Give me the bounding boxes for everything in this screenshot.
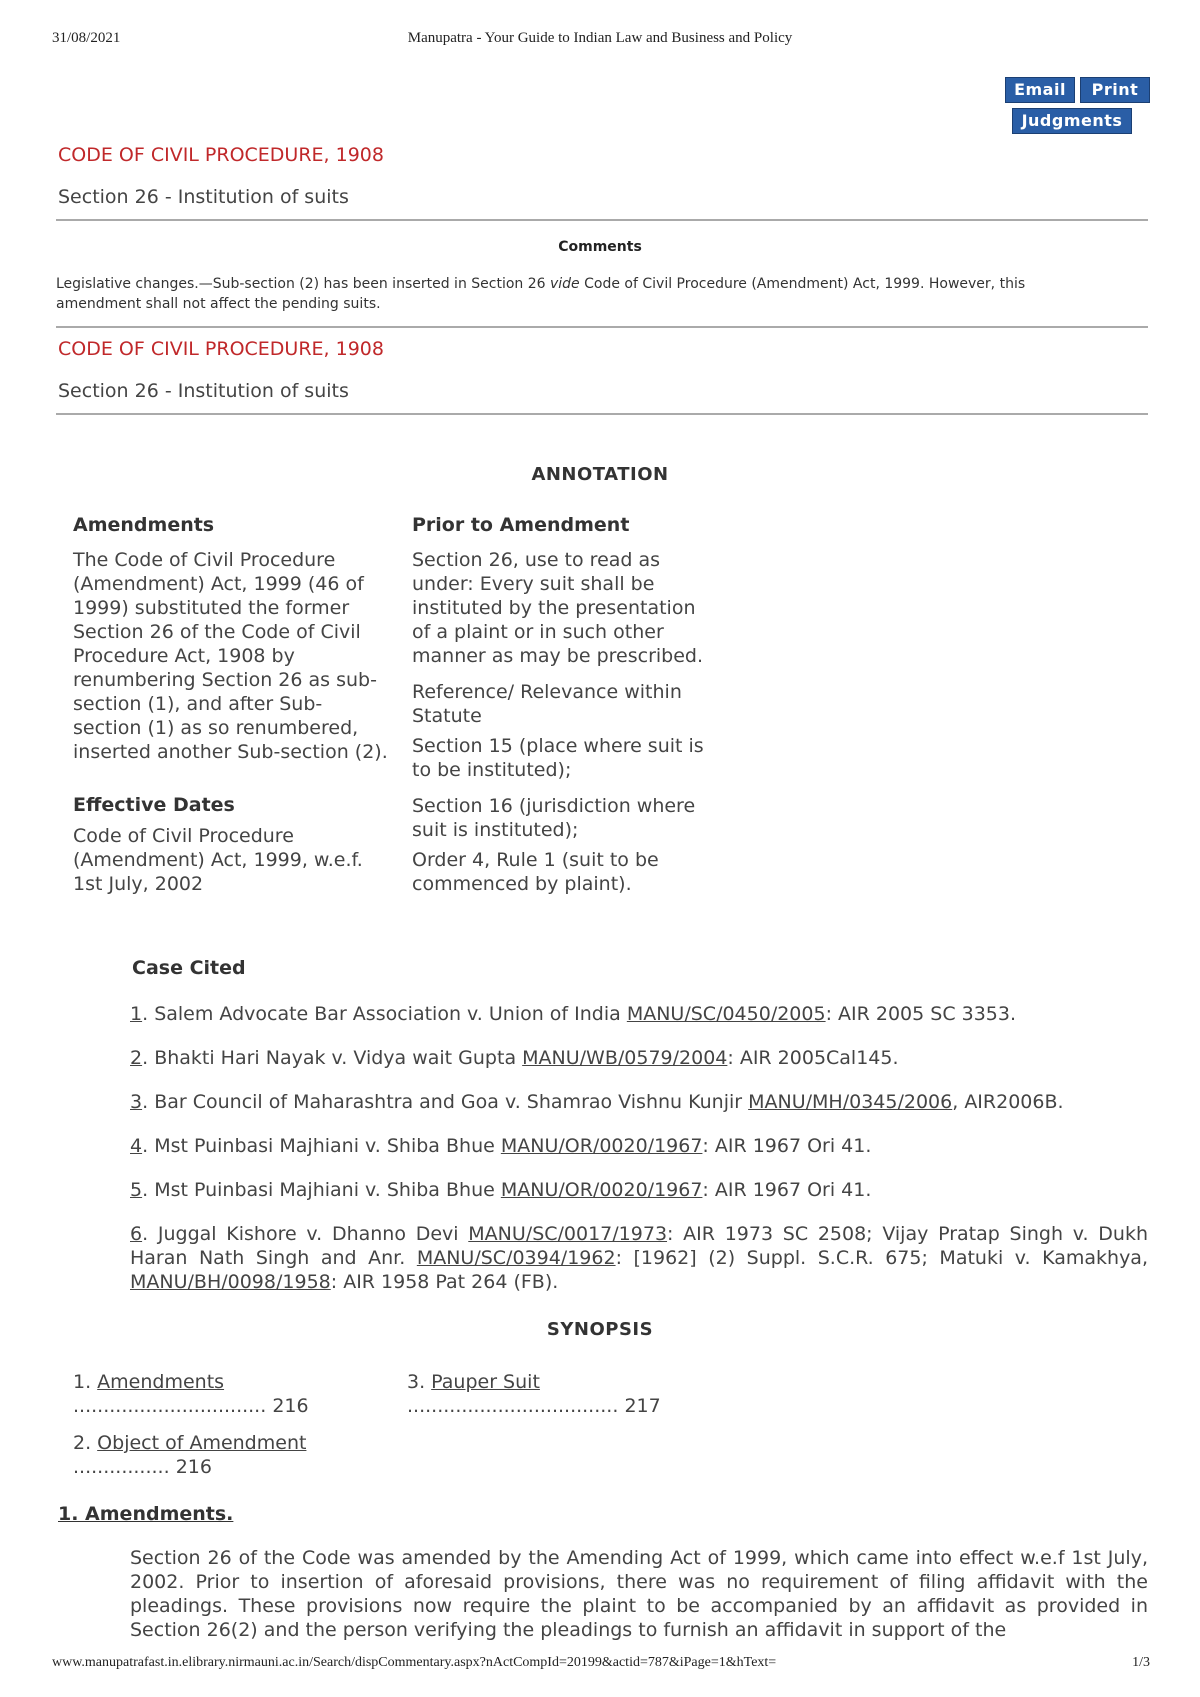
- act-title: CODE OF CIVIL PROCEDURE, 1908: [58, 144, 384, 166]
- section-heading-amendments: 1. Amendments.: [58, 1503, 234, 1525]
- divider: [56, 326, 1148, 328]
- amendments-column: [73, 514, 388, 896]
- divider: [56, 219, 1148, 221]
- case-number-link[interactable]: 1: [130, 1003, 143, 1025]
- synopsis-link-amendments[interactable]: Amendments: [97, 1371, 225, 1393]
- amendments-heading: Amendments: [73, 514, 215, 536]
- effective-dates-heading: Effective Dates: [73, 794, 235, 816]
- synopsis-heading: SYNOPSIS: [546, 1319, 654, 1340]
- section-title: Section 26 - Institution of suits: [58, 380, 349, 402]
- case-number-link[interactable]: 6: [130, 1223, 143, 1245]
- section-title: Section 26 - Institution of suits: [58, 186, 349, 208]
- footer-page-number: 1/3: [1132, 1655, 1150, 1670]
- synopsis-item: 2. Object of Amendment ................ 216: [73, 1432, 307, 1478]
- case-number-link[interactable]: 2: [130, 1047, 143, 1069]
- citation-link[interactable]: MANU/SC/0450/2005: [626, 1003, 826, 1025]
- amendments-text: The Code of Civil Procedure (Amendment) Act, 1999 (46 of 1999) substituted the former Section 26 of the Code of Civil Procedure Act, 1908 by renumbering Section 26 as sub-section (1), and after Sub-section (1) as so renumbered, inserted another Sub-section (2).: [73, 549, 388, 763]
- effective-dates-text: Code of Civil Procedure (Amendment) Act, 1999, w.e.f. 1st July, 2002: [73, 825, 363, 895]
- case-number-link[interactable]: 4: [130, 1135, 143, 1157]
- case-cited-heading: Case Cited: [132, 957, 246, 979]
- citation-link[interactable]: MANU/SC/0017/1973: [468, 1223, 668, 1245]
- annotation-heading: ANNOTATION: [531, 464, 669, 485]
- case-item: 1. Salem Advocate Bar Association v. Union of India MANU/SC/0450/2005: AIR 2005 SC 3353.: [130, 1003, 1017, 1025]
- act-title: CODE OF CIVIL PROCEDURE, 1908: [58, 338, 384, 360]
- print-date: 31/08/2021: [52, 30, 121, 46]
- case-item: 2. Bhakti Hari Nayak v. Vidya wait Gupta MANU/WB/0579/2004: AIR 2005Cal145.: [130, 1047, 899, 1069]
- comments-text: Legislative changes.—Sub-section (2) has been inserted in Section 26 vide Code of Civil Procedure (Amendment) Act, 1999. However, this amendment shall not affect the pending suits.: [56, 276, 1026, 312]
- citation-link[interactable]: MANU/OR/0020/1967: [500, 1179, 703, 1201]
- case-number-link[interactable]: 5: [130, 1179, 143, 1201]
- case-item: 5. Mst Puinbasi Majhiani v. Shiba Bhue MANU/OR/0020/1967: AIR 1967 Ori 41.: [130, 1179, 872, 1201]
- case-number-link[interactable]: 3: [130, 1091, 143, 1113]
- case-item: 3. Bar Council of Maharashtra and Goa v. Shamrao Vishnu Kunjir MANU/MH/0345/2006, AIR2006B.: [130, 1091, 1064, 1113]
- citation-link[interactable]: MANU/SC/0394/1962: [416, 1247, 616, 1269]
- reference-heading: Reference/ Relevance within Statute: [412, 681, 682, 727]
- citation-link[interactable]: MANU/BH/0098/1958: [130, 1271, 331, 1293]
- prior-column: [412, 514, 712, 896]
- email-button[interactable]: Email: [1005, 77, 1075, 103]
- synopsis-link-object-of-amendment[interactable]: Object of Amendment: [97, 1432, 307, 1454]
- print-button[interactable]: Print: [1080, 77, 1150, 103]
- reference-item: Section 16 (jurisdiction where suit is instituted);: [412, 795, 696, 841]
- section-body-text: Section 26 of the Code was amended by the Amending Act of 1999, which came into effect w.e.f 1st July, 2002. Prior to insertion of aforesaid provisions, there was no requirement of filing affidavit with the pleadings. These provisions now require the plaint to be accompanied by an affidavit as provided in Section 26(2) and the person verifying the pleadings to furnish an affidavit in support of the: [130, 1547, 1148, 1641]
- citation-link[interactable]: MANU/OR/0020/1967: [500, 1135, 703, 1157]
- case-item: 6. Juggal Kishore v. Dhanno Devi MANU/SC/0017/1973: AIR 1973 SC 2508; Vijay Pratap Singh v. Dukh Haran Nath Singh and Anr. MANU/SC/0394/1962: [1962] (2) Suppl. S.C.R. 675; Matuki v. Kamakhya, MANU/BH/0098/1958: AIR 1958 Pat 264 (FB).: [130, 1223, 1148, 1293]
- judgments-button[interactable]: Judgments: [1012, 108, 1132, 134]
- page-title: Manupatra - Your Guide to Indian Law and Business and Policy: [407, 30, 793, 46]
- synopsis-link-pauper-suit[interactable]: Pauper Suit: [431, 1371, 540, 1393]
- synopsis-item: 3. Pauper Suit ................................... 217: [407, 1371, 661, 1417]
- footer-url: www.manupatrafast.in.elibrary.nirmauni.ac.in/Search/dispCommentary.aspx?nActCompId=20199&actid=787&iPage=1&hText=: [52, 1655, 777, 1670]
- citation-link[interactable]: MANU/WB/0579/2004: [522, 1047, 728, 1069]
- reference-item: Section 15 (place where suit is to be instituted);: [412, 735, 704, 781]
- reference-item: Order 4, Rule 1 (suit to be commenced by plaint).: [412, 849, 659, 895]
- citation-link[interactable]: MANU/MH/0345/2006: [748, 1091, 953, 1113]
- prior-heading: Prior to Amendment: [412, 514, 630, 536]
- synopsis-item: 1. Amendments ................................ 216: [73, 1371, 309, 1417]
- case-item: 4. Mst Puinbasi Majhiani v. Shiba Bhue MANU/OR/0020/1967: AIR 1967 Ori 41.: [130, 1135, 872, 1157]
- divider: [56, 413, 1148, 415]
- prior-text: Section 26, use to read as under: Every suit shall be instituted by the presentation of a plaint or in such other manner as may be prescribed.: [412, 549, 704, 667]
- comments-heading: Comments: [558, 239, 642, 255]
